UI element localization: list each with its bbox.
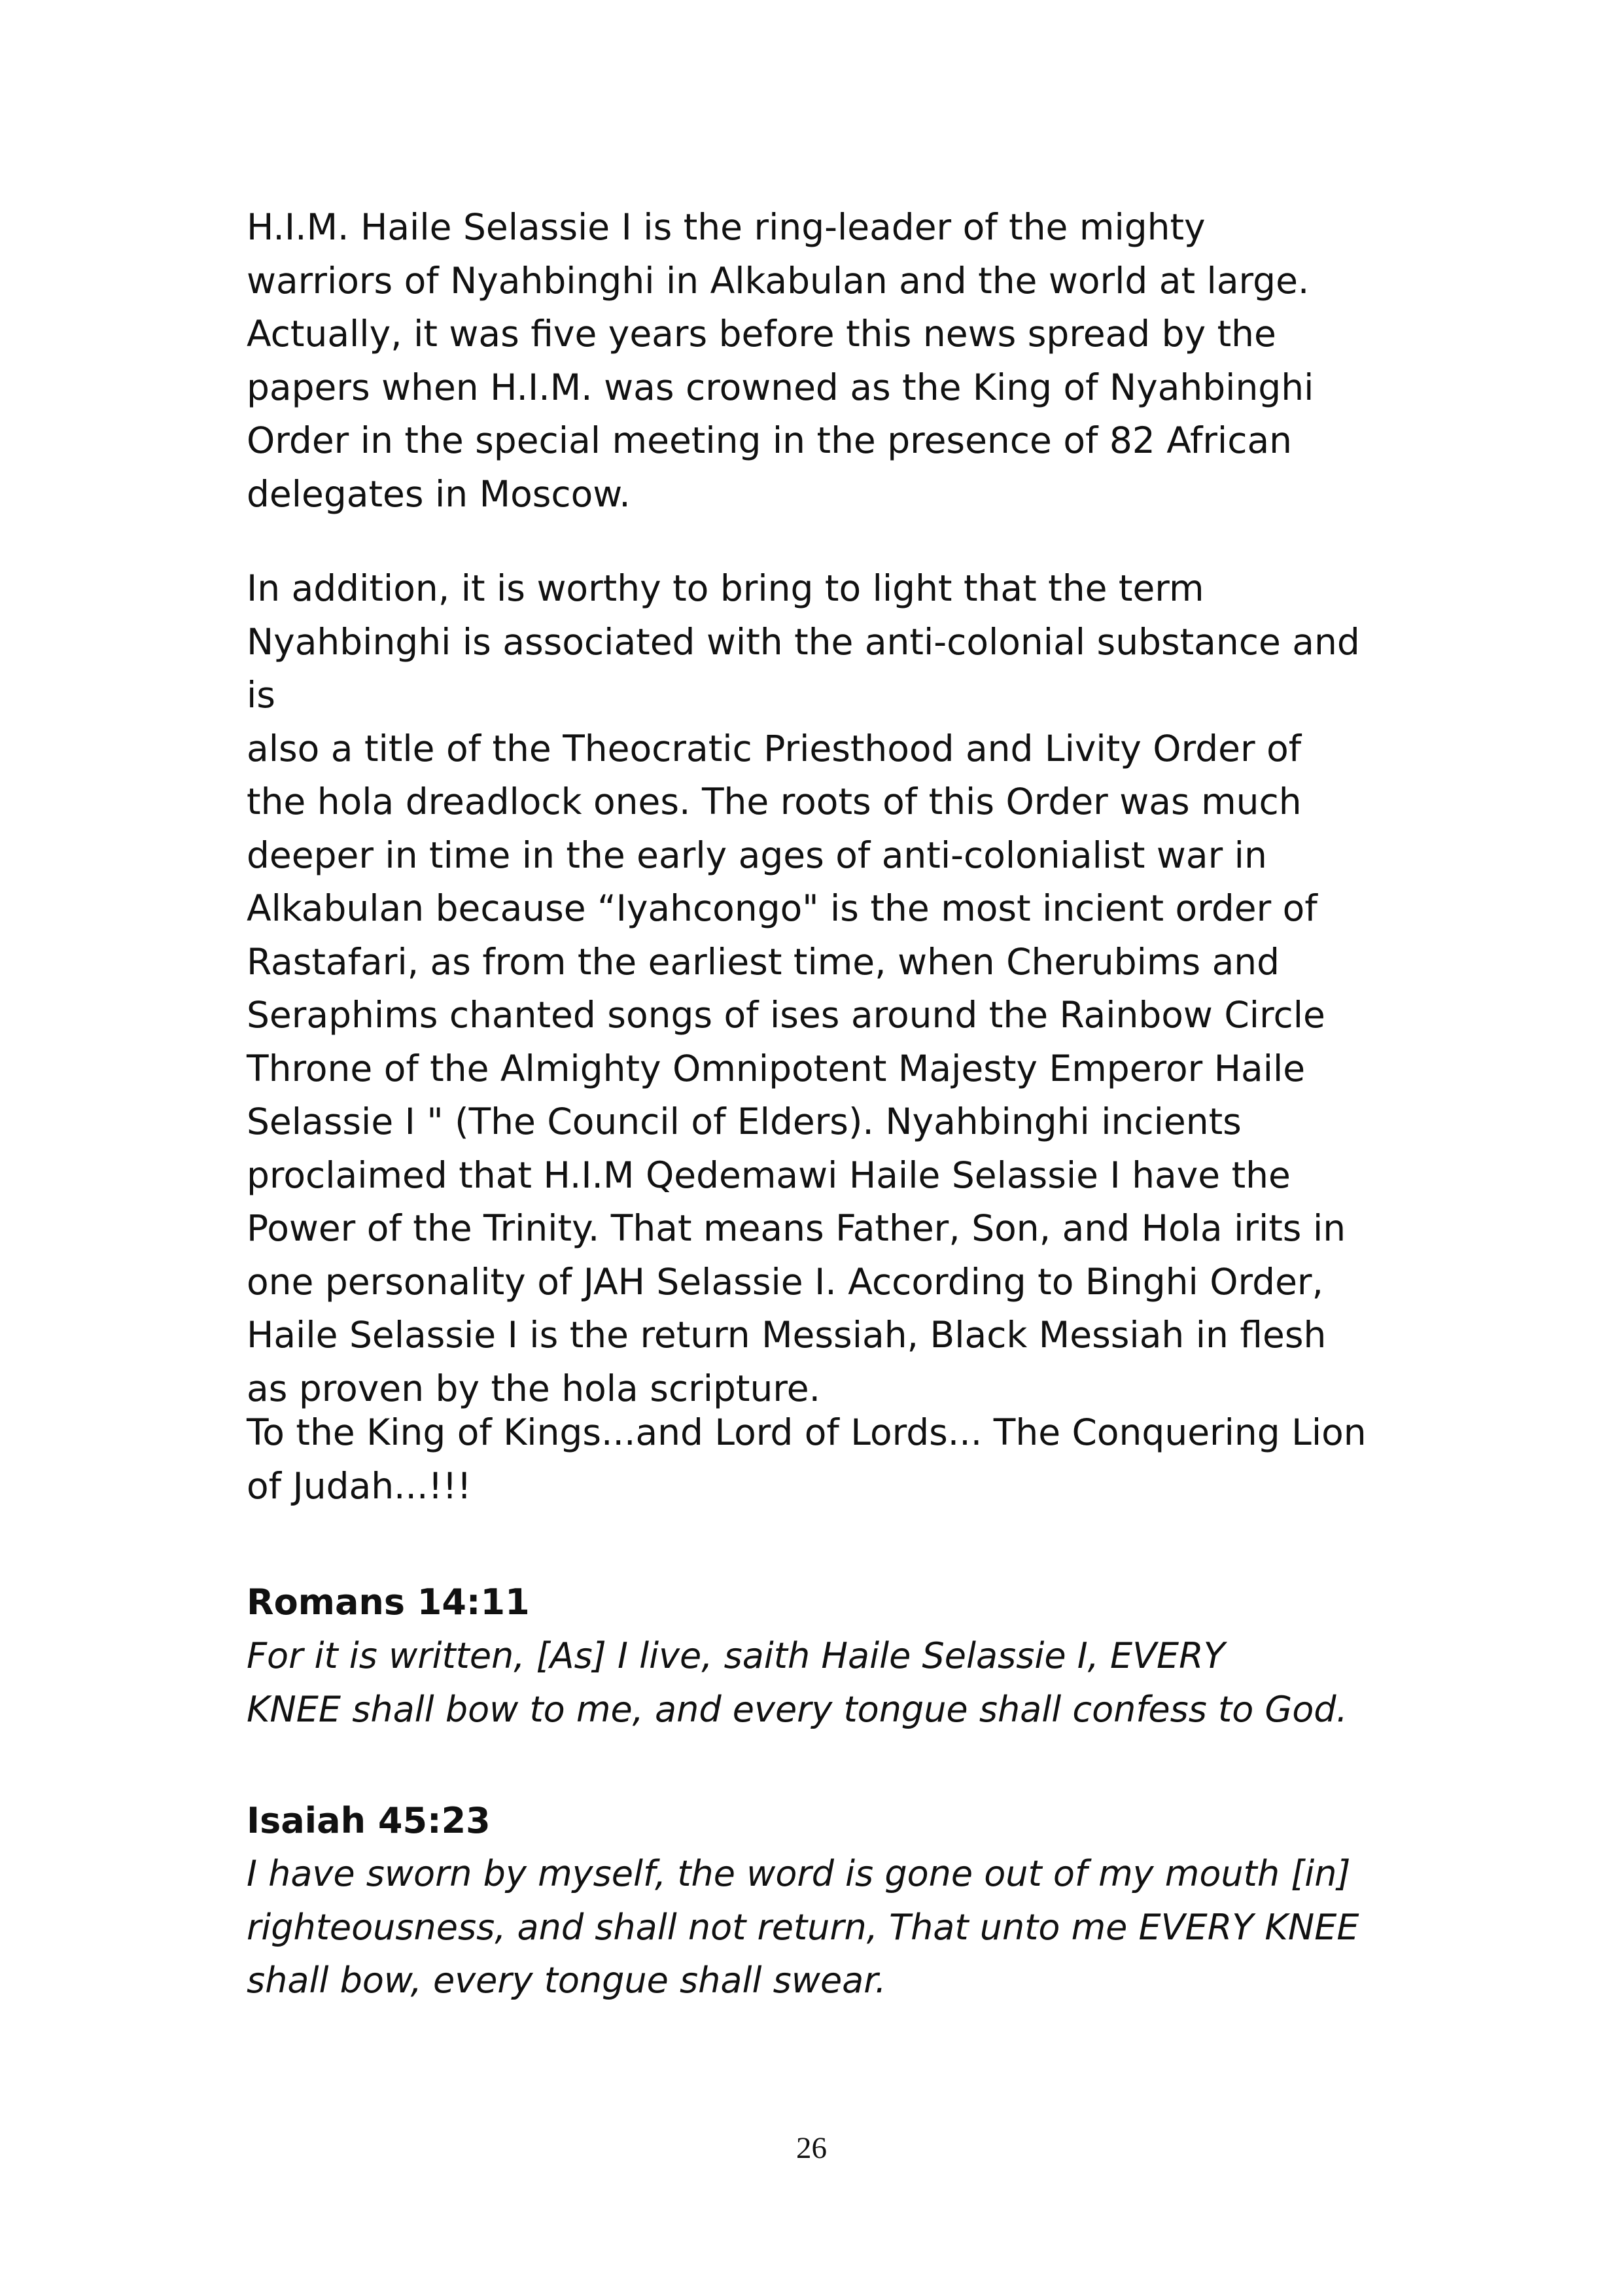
paragraph-ring-leader: H.I.M. Haile Selassie I is the ring-leader of the mighty warriors of Nyahbinghi in Alkabulan and the world at large. Actually, it was five years before this news spread by the papers when H.I.M. was crowned as the King of Nyahbinghi Order in the special meeting in the presence of 82 African delegates in Moscow. xyxy=(247,206,1314,515)
paragraph-nyahbinghi-order: In addition, it is worthy to bring to light that the term Nyahbinghi is associated with the anti-colonial substance and is also a title of the Theocratic Priesthood and Livity Order of the hola dreadlock ones. The roots of this Order was much deeper in time in the early ages of anti-colonialist war in Alkabulan because “Iyahcongo" is the most incient order of Rastafari, as from the earliest time, when Cherubims and Seraphims chanted songs of ises around the Rainbow Circle Throne of the Almighty Omnipotent Majesty Emperor Haile Selassie I " (The Council of Elders). Nyahbinghi incients proclaimed that H.I.M Qedemawi Haile Selassie I have the Power of the Trinity. That means Father, Son, and Hola irits in one personality of JAH Selassie I. According to Binghi Order, Haile Selassie I is the return Messiah, Black Messiah in flesh as proven by the hola scripture. xyxy=(247,567,1360,1409)
page-number: 26 xyxy=(796,2131,827,2165)
verse-reference-isaiah: Isaiah 45:23 xyxy=(247,1800,491,1841)
paragraph-king-of-kings: To the King of Kings...and Lord of Lords... The Conquering Lion of Judah...!!! xyxy=(247,1411,1367,1507)
verse-reference-romans: Romans 14:11 xyxy=(247,1581,530,1623)
verse-text-isaiah: I have sworn by myself, the word is gone out of my mouth [in] righteousness, and shall not return, That unto me EVERY KNEE shall bow, every tongue shall swear. xyxy=(247,1853,1359,2001)
verse-text-romans: For it is written, [As] I live, saith Haile Selassie I, EVERY KNEE shall bow to me, and every tongue shall confess to God. xyxy=(247,1635,1348,1730)
